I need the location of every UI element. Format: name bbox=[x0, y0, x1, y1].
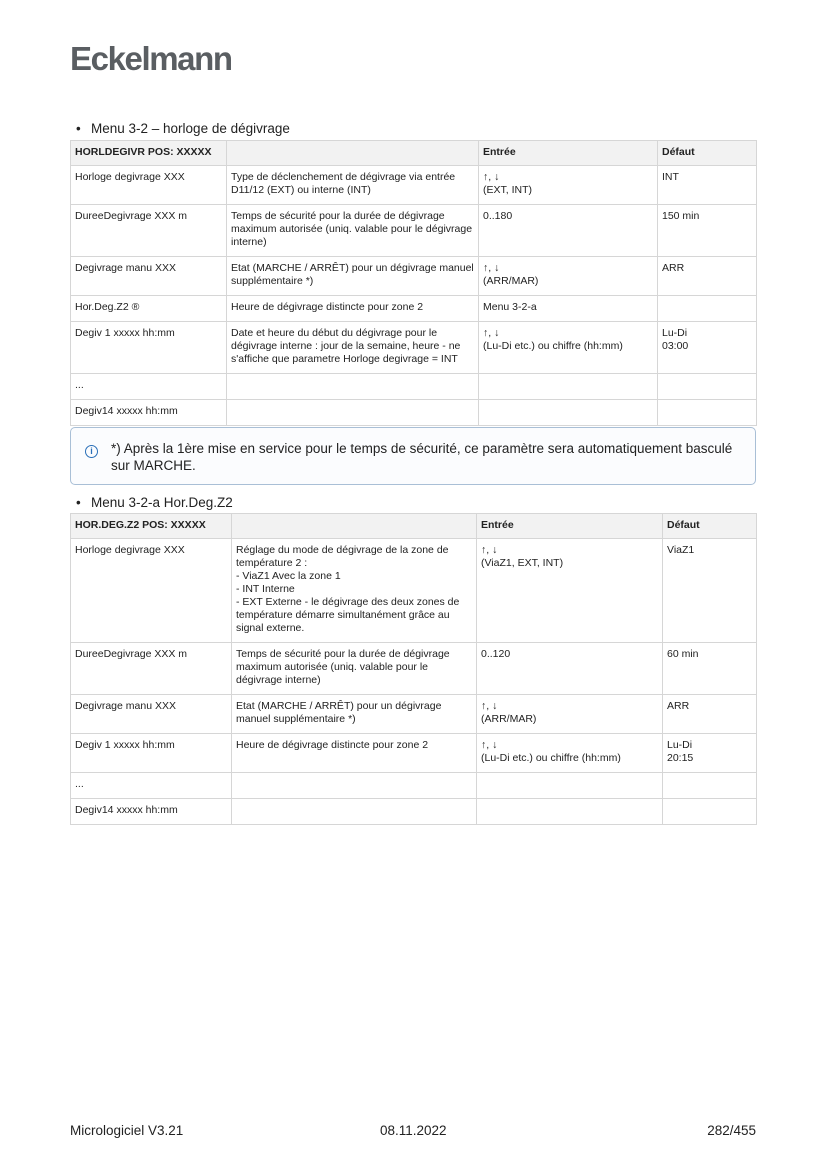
default-cell bbox=[663, 799, 757, 825]
input-cell bbox=[479, 400, 658, 426]
table-row bbox=[71, 799, 757, 825]
table-row bbox=[71, 773, 757, 799]
parameter-cell: Horloge degivrage XXX bbox=[71, 166, 227, 205]
table-row bbox=[71, 643, 757, 695]
description-cell bbox=[227, 400, 479, 426]
table-menu-3-2 bbox=[70, 140, 757, 426]
note-text: *) Après la 1ère mise en service pour le temps de sécurité, ce paramètre sera automatiquement basculé sur MARCHE. bbox=[111, 441, 733, 473]
parameter-cell: Degivrage manu XXX bbox=[71, 257, 227, 296]
input-cell: ↑, ↓ (ViaZ1, EXT, INT) bbox=[477, 539, 663, 643]
section-heading-text: Menu 3-2 – horloge de dégivrage bbox=[91, 121, 290, 136]
parameter-cell: DureeDegivrage XXX m bbox=[71, 205, 227, 257]
table-header-row bbox=[71, 514, 757, 539]
table-row bbox=[71, 695, 757, 734]
section-heading-menu-3-2 bbox=[76, 121, 290, 136]
default-cell: ARR bbox=[663, 695, 757, 734]
default-cell: INT bbox=[658, 166, 757, 205]
default-cell: 150 min bbox=[658, 205, 757, 257]
description-cell: Type de déclenchement de dégivrage via entrée D11/12 (EXT) ou interne (INT) bbox=[227, 166, 479, 205]
input-cell: 0..180 bbox=[479, 205, 658, 257]
column-header: Défaut bbox=[663, 514, 757, 539]
default-cell bbox=[658, 400, 757, 426]
input-cell: ↑, ↓ (ARR/MAR) bbox=[477, 695, 663, 734]
description-cell: Etat (MARCHE / ARRÊT) pour un dégivrage manuel supplémentaire *) bbox=[227, 257, 479, 296]
input-cell: ↑, ↓ (Lu-Di etc.) ou chiffre (hh:mm) bbox=[477, 734, 663, 773]
description-cell bbox=[232, 799, 477, 825]
table-row bbox=[71, 166, 757, 205]
default-cell: Lu-Di 03:00 bbox=[658, 322, 757, 374]
parameter-cell: ... bbox=[71, 773, 232, 799]
default-cell bbox=[663, 773, 757, 799]
description-cell: Etat (MARCHE / ARRÊT) pour un dégivrage manuel supplémentaire *) bbox=[232, 695, 477, 734]
eckelmann-logo: Eckelmann bbox=[70, 40, 232, 77]
default-cell: ARR bbox=[658, 257, 757, 296]
parameter-cell: ... bbox=[71, 374, 227, 400]
column-header bbox=[232, 514, 477, 539]
default-cell: Lu-Di 20:15 bbox=[663, 734, 757, 773]
table-row bbox=[71, 205, 757, 257]
parameter-cell: Hor.Deg.Z2 ® bbox=[71, 296, 227, 322]
table-row bbox=[71, 400, 757, 426]
table-row bbox=[71, 322, 757, 374]
column-header bbox=[227, 141, 479, 166]
section-heading-menu-3-2-a bbox=[76, 495, 233, 510]
description-cell: Réglage du mode de dégivrage de la zone de température 2 : - ViaZ1 Avec la zone 1 - INT Interne - EXT Externe - le dégivrage des deux zones de température démarre simultanément grâce au signal externe. bbox=[232, 539, 477, 643]
input-cell: 0..120 bbox=[477, 643, 663, 695]
table-row bbox=[71, 257, 757, 296]
footer-firmware-version: Micrologiciel V3.21 bbox=[70, 1123, 184, 1138]
input-cell: Menu 3-2-a bbox=[479, 296, 658, 322]
table-row bbox=[71, 374, 757, 400]
default-cell: ViaZ1 bbox=[663, 539, 757, 643]
table-row bbox=[71, 539, 757, 643]
bullet-icon: • bbox=[76, 121, 81, 136]
column-header: Entrée bbox=[479, 141, 658, 166]
input-cell bbox=[477, 773, 663, 799]
parameter-cell: Degiv14 xxxxx hh:mm bbox=[71, 799, 232, 825]
footer-page-number: 282/455 bbox=[707, 1123, 756, 1138]
description-cell bbox=[227, 374, 479, 400]
parameter-cell: Degiv 1 xxxxx hh:mm bbox=[71, 322, 227, 374]
parameter-cell: Degivrage manu XXX bbox=[71, 695, 232, 734]
default-cell: 60 min bbox=[663, 643, 757, 695]
description-cell: Temps de sécurité pour la durée de dégivrage maximum autorisée (uniq. valable pour le dégivrage interne) bbox=[232, 643, 477, 695]
parameter-cell: DureeDegivrage XXX m bbox=[71, 643, 232, 695]
description-cell: Heure de dégivrage distincte pour zone 2 bbox=[227, 296, 479, 322]
footer-date: 08.11.2022 bbox=[380, 1123, 447, 1138]
table-row bbox=[71, 296, 757, 322]
description-cell: Date et heure du début du dégivrage pour le dégivrage interne : jour de la semaine, heure - ne s'affiche que parametre Horloge degivrage = INT bbox=[227, 322, 479, 374]
input-cell: ↑, ↓ (ARR/MAR) bbox=[479, 257, 658, 296]
table-header-row bbox=[71, 141, 757, 166]
table-menu-3-2-a bbox=[70, 513, 757, 825]
bullet-icon: • bbox=[76, 495, 81, 510]
description-cell: Heure de dégivrage distincte pour zone 2 bbox=[232, 734, 477, 773]
column-header: Défaut bbox=[658, 141, 757, 166]
input-cell: ↑, ↓ (EXT, INT) bbox=[479, 166, 658, 205]
info-note bbox=[70, 427, 756, 485]
section-heading-text: Menu 3-2-a Hor.Deg.Z2 bbox=[91, 495, 233, 510]
parameter-cell: Degiv14 xxxxx hh:mm bbox=[71, 400, 227, 426]
default-cell bbox=[658, 374, 757, 400]
input-cell bbox=[479, 374, 658, 400]
parameter-cell: Horloge degivrage XXX bbox=[71, 539, 232, 643]
parameter-cell: Degiv 1 xxxxx hh:mm bbox=[71, 734, 232, 773]
column-header: HORLDEGIVR POS: XXXXX bbox=[71, 141, 227, 166]
description-cell bbox=[232, 773, 477, 799]
description-cell: Temps de sécurité pour la durée de dégivrage maximum autorisée (uniq. valable pour le dégivrage interne) bbox=[227, 205, 479, 257]
default-cell bbox=[658, 296, 757, 322]
table-row bbox=[71, 734, 757, 773]
info-icon: i bbox=[85, 445, 98, 458]
input-cell bbox=[477, 799, 663, 825]
input-cell: ↑, ↓ (Lu-Di etc.) ou chiffre (hh:mm) bbox=[479, 322, 658, 374]
column-header: Entrée bbox=[477, 514, 663, 539]
column-header: HOR.DEG.Z2 POS: XXXXX bbox=[71, 514, 232, 539]
